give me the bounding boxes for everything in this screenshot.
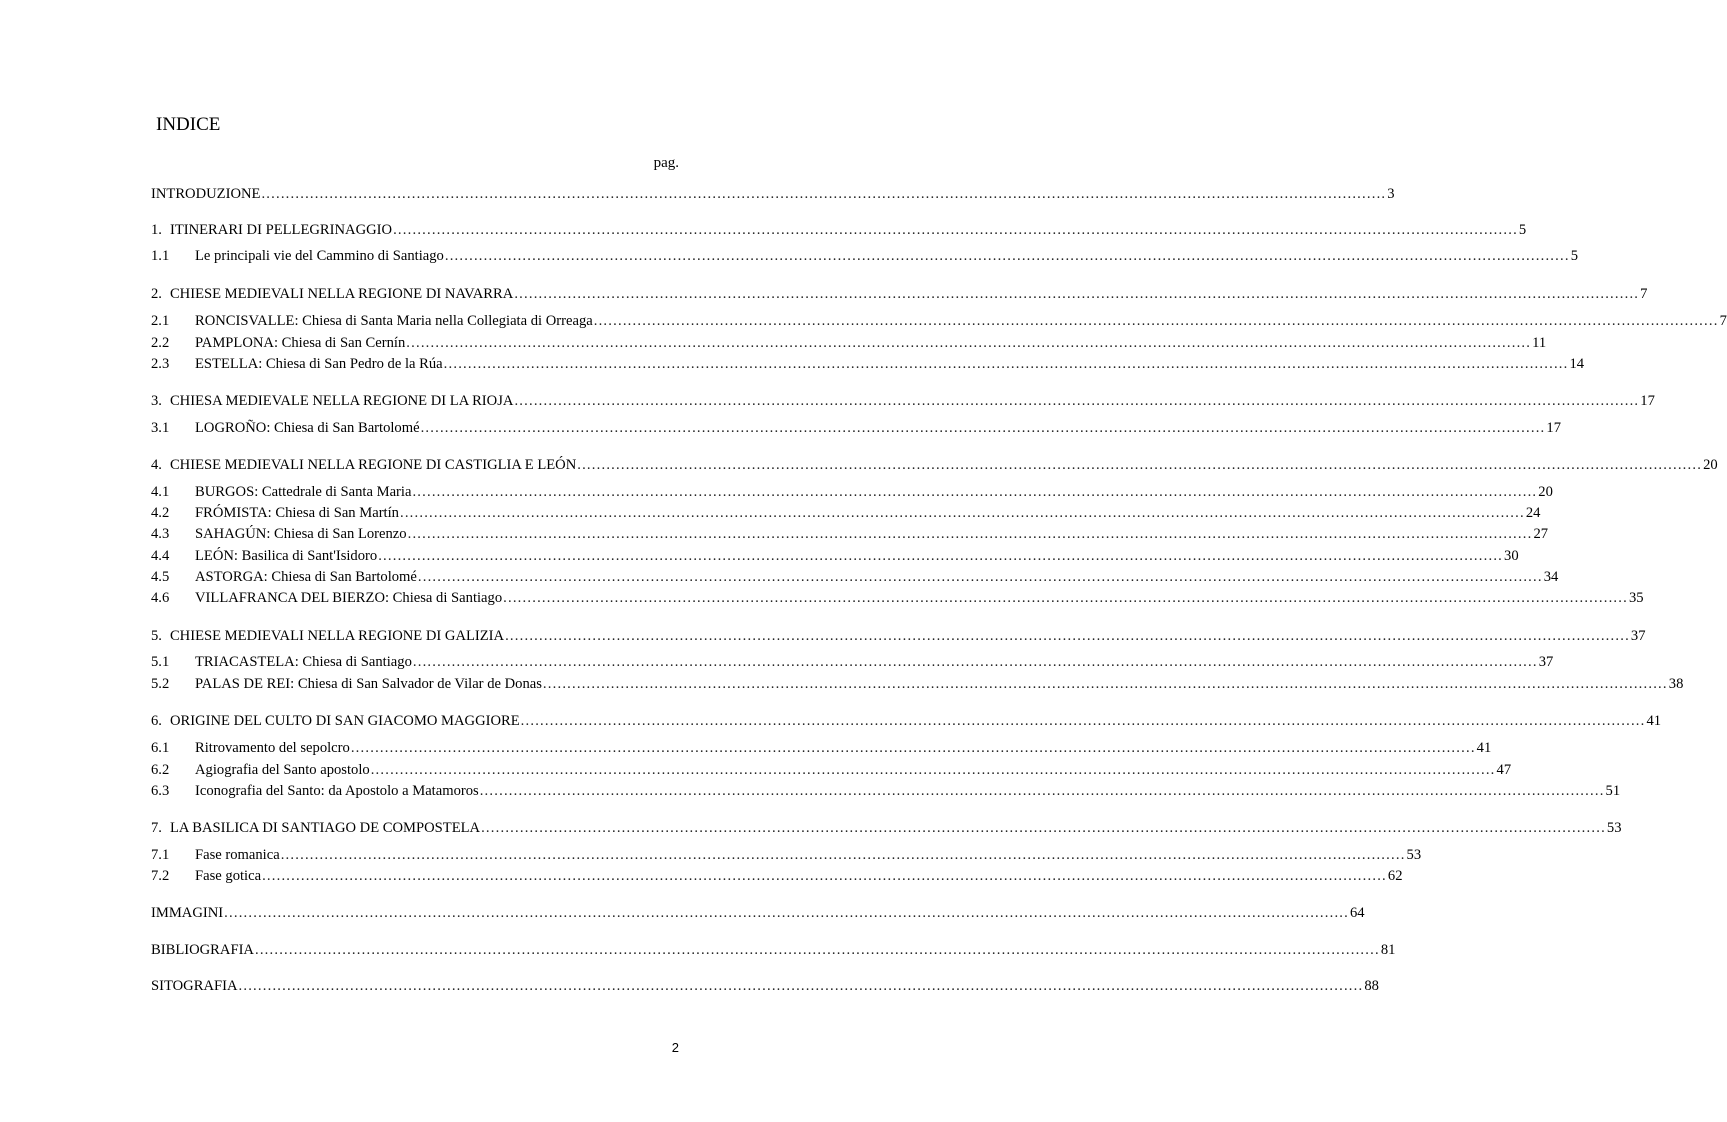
toc-entry-title: CHIESA MEDIEVALE NELLA REGIONE DI LA RIOJA bbox=[169, 393, 514, 409]
toc-entry-section-4-2[interactable] bbox=[151, 503, 1541, 523]
toc-entry-section-5-2[interactable] bbox=[151, 674, 1684, 694]
toc-entry-page: 17 bbox=[1640, 393, 1655, 409]
dot-leader bbox=[594, 311, 1719, 331]
dot-leader bbox=[261, 184, 1386, 204]
toc-entry-section-1-1[interactable] bbox=[151, 246, 1578, 266]
toc-entry-introduzione[interactable] bbox=[151, 184, 1395, 204]
table-of-contents bbox=[151, 0, 1727, 1122]
toc-entry-title: TRIACASTELA: Chiesa di Santiago bbox=[195, 654, 412, 670]
toc-entry-page: 5 bbox=[1570, 248, 1578, 264]
toc-entry-title: VILLAFRANCA DEL BIERZO: Chiesa di Santiago bbox=[195, 590, 503, 606]
toc-entry-section-2-2[interactable] bbox=[151, 333, 1547, 353]
toc-entry-title: SITOGRAFIA bbox=[151, 978, 238, 994]
toc-entry-title: LA BASILICA DI SANTIAGO DE COMPOSTELA bbox=[169, 820, 481, 836]
dot-leader bbox=[481, 818, 1606, 838]
toc-entry-section-6-1[interactable] bbox=[151, 738, 1492, 758]
toc-entry-title: CHIESE MEDIEVALI NELLA REGIONE DI GALIZIA bbox=[169, 628, 505, 644]
dot-leader bbox=[400, 503, 1525, 523]
toc-entry-chapter-6[interactable] bbox=[151, 711, 1662, 731]
toc-entry-section-6-3[interactable] bbox=[151, 781, 1621, 801]
toc-entry-section-4-4[interactable] bbox=[151, 546, 1519, 566]
toc-entry-number: 6.1 bbox=[151, 740, 170, 756]
dot-leader bbox=[393, 220, 1518, 240]
toc-entry-page: 37 bbox=[1538, 654, 1554, 670]
toc-entry-page: 35 bbox=[1628, 590, 1644, 606]
dot-leader bbox=[281, 845, 1406, 865]
toc-entry-title: ITINERARI DI PELLEGRINAGGIO bbox=[169, 222, 393, 238]
dot-leader bbox=[255, 940, 1380, 960]
toc-entry-section-5-1[interactable] bbox=[151, 652, 1554, 672]
toc-entry-page: 53 bbox=[1606, 820, 1622, 836]
toc-entry-number: 6.2 bbox=[151, 762, 170, 778]
toc-entry-section-3-1[interactable] bbox=[151, 418, 1561, 438]
toc-entry-page: 41 bbox=[1476, 740, 1492, 756]
toc-entry-number: 4.6 bbox=[151, 590, 170, 606]
toc-entry-title: BIBLIOGRAFIA bbox=[151, 942, 254, 958]
dot-leader bbox=[444, 354, 1569, 374]
dot-leader bbox=[239, 976, 1364, 996]
dot-leader bbox=[577, 455, 1702, 475]
toc-entry-page: 17 bbox=[1546, 420, 1561, 436]
dot-leader bbox=[406, 333, 1531, 353]
toc-entry-section-4-5[interactable] bbox=[151, 567, 1559, 587]
toc-entry-number: 4. bbox=[151, 457, 162, 473]
toc-entry-page: 20 bbox=[1538, 484, 1553, 500]
dot-leader bbox=[262, 866, 1387, 886]
dot-leader bbox=[412, 482, 1537, 502]
page-column-label: pag. bbox=[653, 155, 679, 171]
toc-entry-section-7-1[interactable] bbox=[151, 845, 1422, 865]
toc-entry-section-4-3[interactable] bbox=[151, 524, 1549, 544]
toc-entry-title: SAHAGÚN: Chiesa di San Lorenzo bbox=[195, 526, 407, 542]
toc-entry-number: 7. bbox=[151, 820, 162, 836]
toc-entry-page: 3 bbox=[1387, 186, 1395, 202]
toc-entry-number: 1. bbox=[151, 222, 162, 238]
toc-entry-page: 47 bbox=[1496, 762, 1512, 778]
toc-entry-section-2-3[interactable] bbox=[151, 354, 1585, 374]
dot-leader bbox=[514, 391, 1639, 411]
toc-entry-chapter-4[interactable] bbox=[151, 455, 1718, 475]
page-number: 2 bbox=[671, 1040, 679, 1055]
dot-leader bbox=[521, 711, 1646, 731]
toc-entry-page: 81 bbox=[1380, 942, 1396, 958]
toc-entry-page: 30 bbox=[1504, 548, 1519, 564]
toc-entry-chapter-5[interactable] bbox=[151, 626, 1646, 646]
toc-entry-page: 34 bbox=[1543, 569, 1559, 585]
toc-entry-page: 53 bbox=[1406, 847, 1422, 863]
toc-entry-page: 11 bbox=[1532, 335, 1547, 351]
toc-entry-section-6-2[interactable] bbox=[151, 760, 1512, 780]
toc-entry-title: PAMPLONA: Chiesa di San Cernín bbox=[195, 335, 406, 351]
dot-leader bbox=[503, 588, 1628, 608]
toc-entry-title: ORIGINE DEL CULTO DI SAN GIACOMO MAGGIORE bbox=[169, 713, 520, 729]
toc-entry-title: Fase gotica bbox=[195, 868, 262, 884]
toc-entry-title: RONCISVALLE: Chiesa di Santa Maria nella Collegiata di Orreaga bbox=[195, 313, 593, 329]
toc-entry-title: Fase romanica bbox=[195, 847, 280, 863]
toc-entry-section-2-1[interactable] bbox=[151, 311, 1727, 331]
dot-leader bbox=[224, 903, 1349, 923]
toc-entry-number: 4.1 bbox=[151, 484, 170, 500]
dot-leader bbox=[480, 781, 1605, 801]
dot-leader bbox=[421, 418, 1546, 438]
toc-entry-page: 7 bbox=[1640, 286, 1648, 302]
toc-entry-number: 4.4 bbox=[151, 548, 170, 564]
toc-entry-title: INTRODUZIONE bbox=[151, 186, 261, 202]
toc-entry-title: Iconografia del Santo: da Apostolo a Matamoros bbox=[195, 783, 479, 799]
toc-entry-title: CHIESE MEDIEVALI NELLA REGIONE DI NAVARRA bbox=[169, 286, 514, 302]
toc-entry-immagini[interactable] bbox=[151, 903, 1365, 923]
toc-entry-page: 27 bbox=[1533, 526, 1549, 542]
toc-entry-sitografia[interactable] bbox=[151, 976, 1379, 996]
toc-entry-number: 7.1 bbox=[151, 847, 170, 863]
dot-leader bbox=[408, 524, 1533, 544]
toc-entry-page: 14 bbox=[1569, 356, 1585, 372]
toc-entry-title: CHIESE MEDIEVALI NELLA REGIONE DI CASTIGLIA E LEÓN bbox=[169, 457, 577, 473]
toc-entry-title: IMMAGINI bbox=[151, 905, 224, 921]
dot-leader bbox=[543, 674, 1668, 694]
toc-entry-title: Le principali vie del Cammino di Santiago bbox=[195, 248, 444, 264]
toc-entry-chapter-3[interactable] bbox=[151, 391, 1655, 411]
toc-entry-page: 37 bbox=[1630, 628, 1646, 644]
toc-entry-number: 5.1 bbox=[151, 654, 170, 670]
toc-entry-page: 20 bbox=[1703, 457, 1718, 473]
toc-entry-section-4-6[interactable] bbox=[151, 588, 1644, 608]
toc-entry-page: 64 bbox=[1350, 905, 1365, 921]
dot-leader bbox=[413, 652, 1538, 672]
page-title: INDICE bbox=[156, 114, 221, 135]
toc-entry-page: 38 bbox=[1668, 676, 1684, 692]
toc-entry-number: 2. bbox=[151, 286, 162, 302]
toc-entry-number: 7.2 bbox=[151, 868, 170, 884]
toc-entry-title: LOGROÑO: Chiesa di San Bartolomé bbox=[195, 420, 420, 436]
toc-entry-title: ASTORGA: Chiesa di San Bartolomé bbox=[195, 569, 417, 585]
dot-leader bbox=[445, 246, 1570, 266]
toc-entry-page: 62 bbox=[1387, 868, 1403, 884]
toc-entry-title: BURGOS: Cattedrale di Santa Maria bbox=[195, 484, 412, 500]
toc-entry-page: 24 bbox=[1525, 505, 1541, 521]
toc-entry-title: Ritrovamento del sepolcro bbox=[195, 740, 350, 756]
toc-entry-page: 5 bbox=[1518, 222, 1527, 238]
toc-entry-section-7-2[interactable] bbox=[151, 866, 1403, 886]
dot-leader bbox=[378, 546, 1503, 566]
dot-leader bbox=[418, 567, 1543, 587]
toc-entry-title: PALAS DE REI: Chiesa di San Salvador de Vilar de Donas bbox=[195, 676, 542, 692]
toc-entry-page: 41 bbox=[1646, 713, 1662, 729]
toc-entry-bibliografia[interactable] bbox=[151, 940, 1396, 960]
toc-entry-number: 4.2 bbox=[151, 505, 170, 521]
toc-entry-number: 6. bbox=[151, 713, 162, 729]
toc-entry-number: 2.2 bbox=[151, 335, 170, 351]
toc-entry-title: FRÓMISTA: Chiesa di San Martín bbox=[195, 505, 399, 521]
toc-entry-page: 7 bbox=[1719, 313, 1727, 329]
toc-entry-number: 5. bbox=[151, 628, 162, 644]
toc-entry-title: Agiografia del Santo apostolo bbox=[195, 762, 370, 778]
dot-leader bbox=[371, 760, 1496, 780]
dot-leader bbox=[514, 284, 1639, 304]
toc-entry-section-4-1[interactable] bbox=[151, 482, 1553, 502]
toc-entry-title: ESTELLA: Chiesa di San Pedro de la Rúa bbox=[195, 356, 443, 372]
toc-entry-chapter-2[interactable] bbox=[151, 284, 1648, 304]
toc-entry-number: 2.1 bbox=[151, 313, 170, 329]
dot-leader bbox=[351, 738, 1476, 758]
toc-entry-number: 1.1 bbox=[151, 248, 170, 264]
toc-entry-number: 6.3 bbox=[151, 783, 170, 799]
toc-entry-number: 4.3 bbox=[151, 526, 170, 542]
toc-entry-number: 4.5 bbox=[151, 569, 170, 585]
toc-entry-chapter-7[interactable] bbox=[151, 818, 1622, 838]
toc-entry-page: 51 bbox=[1605, 783, 1621, 799]
toc-entry-number: 2.3 bbox=[151, 356, 170, 372]
toc-entry-number: 3.1 bbox=[151, 420, 170, 436]
toc-entry-page: 88 bbox=[1364, 978, 1379, 994]
toc-entry-number: 3. bbox=[151, 393, 162, 409]
toc-entry-number: 5.2 bbox=[151, 676, 170, 692]
toc-entry-chapter-1[interactable] bbox=[151, 220, 1527, 240]
toc-entry-title: LEÓN: Basilica di Sant'Isidoro bbox=[195, 548, 378, 564]
dot-leader bbox=[505, 626, 1630, 646]
